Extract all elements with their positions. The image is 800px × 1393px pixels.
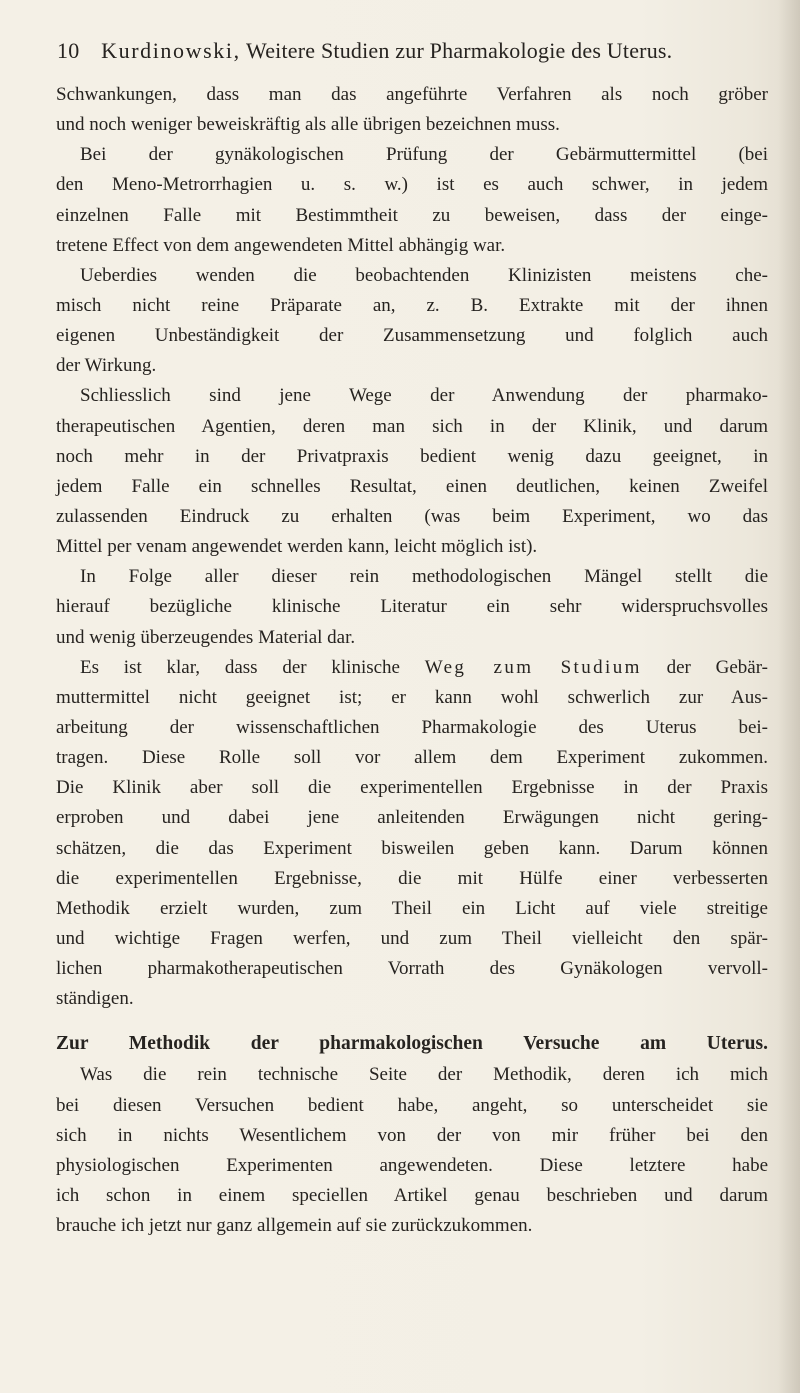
- text-line: ich schon in einem speciellen Artikel genau beschrieben und darum: [56, 1184, 768, 1206]
- text-line: Mittel per venam angewendet werden kann, leicht möglich ist).: [56, 536, 538, 558]
- text-line: Die Klinik aber soll die experimentellen Ergebnisse in der Praxis: [56, 777, 768, 799]
- text-run: der Gebär-: [641, 656, 768, 678]
- text-line: und wenig überzeugendes Material dar.: [56, 626, 356, 648]
- text-line: brauche ich jetzt nur ganz allgemein auf sie zurückzukommen.: [56, 1215, 533, 1237]
- text-line: tretene Effect von dem angewendeten Mittel abhängig war.: [56, 234, 506, 256]
- body-text: [56, 80, 768, 1241]
- paragraph: [56, 261, 768, 382]
- text-line: therapeutischen Agentien, deren man sich in der Klinik, und darum: [56, 415, 768, 437]
- text-line: sich in nichts Wesentlichem von der von mir früher bei den: [56, 1124, 768, 1146]
- paragraph: [56, 562, 768, 652]
- text-line: ständigen.: [56, 988, 134, 1010]
- text-line: erproben und dabei jene anleitenden Erwägungen nicht gering-: [56, 807, 768, 829]
- text-line: physiologischen Experimenten angewendeten. Diese letztere habe: [56, 1154, 768, 1176]
- text-line: [56, 653, 768, 683]
- text-line: In Folge aller dieser rein methodologischen Mängel stellt die: [80, 566, 768, 588]
- text-line: Ueberdies wenden die beobachtenden Klinizisten meistens che-: [80, 264, 768, 286]
- text-line: zulassenden Eindruck zu erhalten (was beim Experiment, wo das: [56, 505, 768, 527]
- page-edge-shadow: [778, 0, 800, 1393]
- paragraph: [56, 140, 768, 261]
- text-line: arbeitung der wissenschaftlichen Pharmakologie des Uterus bei-: [56, 716, 768, 738]
- paragraph: [56, 80, 768, 140]
- text-line: und wichtige Fragen werfen, und zum Theil vielleicht den spär-: [56, 927, 768, 949]
- text-line: Was die rein technische Seite der Methodik, deren ich mich: [80, 1064, 768, 1086]
- text-line: eigenen Unbeständigkeit der Zusammensetzung und folglich auch: [56, 325, 768, 347]
- text-run: Es ist klar, dass der klinische: [80, 656, 425, 678]
- text-line: Schliesslich sind jene Wege der Anwendung der pharmako-: [80, 385, 768, 407]
- text-line: Methodik erzielt wurden, zum Theil ein Licht auf viele streitige: [56, 897, 768, 919]
- text-line: Bei der gynäkologischen Prüfung der Gebärmuttermittel (bei: [80, 144, 768, 166]
- text-line: schätzen, die das Experiment bisweilen geben kann. Darum können: [56, 837, 768, 859]
- text-line: tragen. Diese Rolle soll vor allem dem Experiment zukommen.: [56, 747, 768, 769]
- text-line: Schwankungen, dass man das angeführte Verfahren als noch gröber: [56, 84, 768, 105]
- text-line: einzelnen Falle mit Bestimmtheit zu beweisen, dass der einge-: [56, 204, 768, 226]
- text-line: noch mehr in der Privatpraxis bedient wenig dazu geeignet, in: [56, 445, 768, 467]
- text-line: bei diesen Versuchen bedient habe, angeht, so unterscheidet sie: [56, 1094, 768, 1116]
- text-line: misch nicht reine Präparate an, z. B. Extrakte mit der ihnen: [56, 294, 768, 316]
- text-line: lichen pharmakotherapeutischen Vorrath des Gynäkologen vervoll-: [56, 958, 768, 980]
- running-head-author: Kurdinowski,: [101, 38, 241, 63]
- page-number: 10: [57, 38, 80, 63]
- running-head-title: Weitere Studien zur Pharmakologie des Uterus.: [246, 38, 673, 63]
- text-line: und noch weniger beweiskräftig als alle übrigen bezeichnen muss.: [56, 114, 560, 136]
- paragraph: [56, 653, 768, 1015]
- text-line: muttermittel nicht geeignet ist; er kann wohl schwerlich zur Aus-: [56, 686, 768, 708]
- emphasized-text: Weg zum Studium: [424, 656, 642, 678]
- paragraph: [56, 1060, 768, 1241]
- text-line: hierauf bezügliche klinische Literatur ein sehr widerspruchsvolles: [56, 596, 768, 618]
- text-line: die experimentellen Ergebnisse, die mit Hülfe einer verbesserten: [56, 867, 768, 889]
- paragraph: [56, 381, 768, 562]
- running-head: [57, 36, 777, 66]
- text-line: den Meno-Metrorrhagien u. s. w.) ist es auch schwer, in jedem: [56, 174, 768, 196]
- text-line: der Wirkung.: [56, 355, 157, 377]
- text-line: jedem Falle ein schnelles Resultat, einen deutlichen, keinen Zweifel: [56, 475, 768, 497]
- section-heading: Zur Methodik der pharmakologischen Versuche am Uterus.: [56, 1033, 768, 1055]
